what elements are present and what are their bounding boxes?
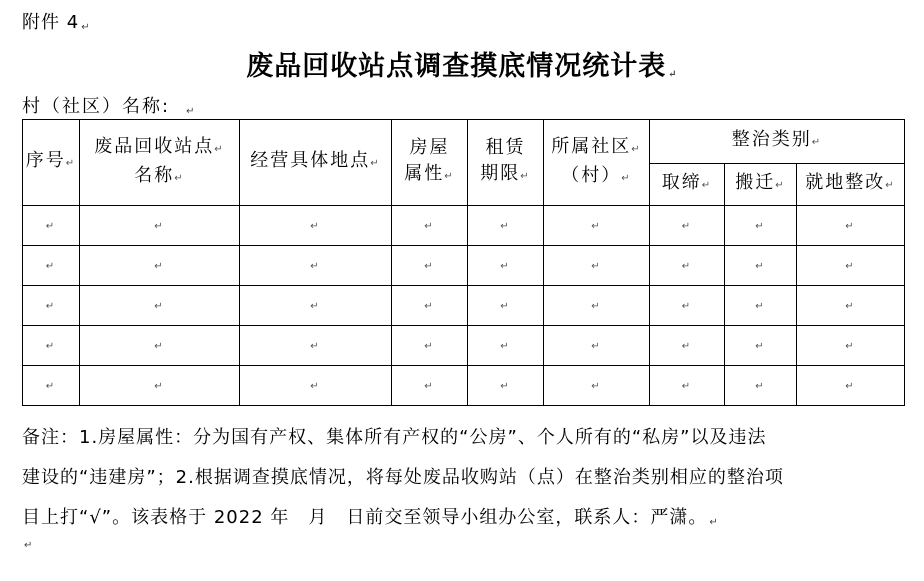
paragraph-mark-icon: ↵: [681, 221, 693, 232]
table-cell[interactable]: [240, 366, 392, 406]
table-cell[interactable]: [240, 246, 392, 286]
table-cell[interactable]: [468, 286, 544, 326]
paragraph-mark-icon: ↵: [154, 221, 165, 232]
paragraph-mark-icon: ↵: [591, 341, 602, 352]
table-cell[interactable]: [797, 206, 905, 246]
paragraph-mark-icon: ↵: [310, 341, 321, 352]
table-cell[interactable]: [468, 326, 544, 366]
table-cell[interactable]: [650, 366, 725, 406]
table-cell[interactable]: [392, 286, 468, 326]
paragraph-mark-icon: ↵: [424, 221, 435, 232]
header-seq: 序号↵: [23, 120, 80, 206]
table-cell[interactable]: [797, 326, 905, 366]
paragraph-mark-icon: ↵: [45, 261, 57, 272]
table-cell[interactable]: [650, 206, 725, 246]
paragraph-mark-icon: ↵: [45, 381, 57, 392]
paragraph-mark-icon: ↵: [845, 261, 856, 272]
table-cell[interactable]: [725, 286, 797, 326]
paragraph-mark-icon: ↵: [500, 261, 511, 272]
paragraph-mark-icon: ↵: [310, 221, 321, 232]
community-name-label: 村（社区）名称: ↵: [22, 96, 197, 117]
table-cell[interactable]: [23, 286, 80, 326]
table-cell[interactable]: [240, 286, 392, 326]
table-cell[interactable]: [544, 326, 650, 366]
paragraph-mark-icon: ↵: [845, 381, 856, 392]
table-cell[interactable]: [80, 286, 240, 326]
table-cell[interactable]: [240, 326, 392, 366]
header-lease-term: 租赁 期限↵: [468, 120, 544, 206]
paragraph-mark-icon: ↵: [310, 261, 321, 272]
paragraph-mark-icon: ↵: [845, 221, 856, 232]
paragraph-mark-icon: ↵: [500, 221, 511, 232]
paragraph-mark-icon: ↵: [591, 221, 602, 232]
table-cell[interactable]: [650, 326, 725, 366]
paragraph-mark-icon: ↵: [500, 341, 511, 352]
paragraph-mark-icon: ↵: [154, 381, 165, 392]
notes: [22, 418, 902, 543]
table-cell[interactable]: [797, 286, 905, 326]
table-cell[interactable]: [80, 246, 240, 286]
paragraph-mark-icon: ↵: [500, 381, 511, 392]
paragraph-mark-icon: ↵: [591, 261, 602, 272]
paragraph-mark-icon: ↵: [591, 301, 602, 312]
paragraph-mark-icon: ↵: [45, 301, 57, 312]
header-rectify-category: 整治类别↵: [650, 120, 905, 164]
table-cell[interactable]: [544, 286, 650, 326]
paragraph-mark-icon: ↵: [45, 341, 57, 352]
table-cell[interactable]: [468, 246, 544, 286]
header-ban: 取缔↵: [650, 164, 725, 206]
paragraph-mark-icon: ↵: [154, 301, 165, 312]
paragraph-mark-icon: ↵: [845, 341, 856, 352]
header-house-attribute: 房屋 属性↵: [392, 120, 468, 206]
table-cell[interactable]: [80, 366, 240, 406]
table-cell[interactable]: [544, 366, 650, 406]
notes-line: 目上打“√”。该表格于 2022 年 月 日前交至领导小组办公室，联系人：严潇。 ↵: [22, 507, 719, 528]
paragraph-mark-icon: ↵: [681, 381, 693, 392]
paragraph-mark-icon: ↵: [755, 221, 766, 232]
table-cell[interactable]: [725, 246, 797, 286]
paragraph-mark-icon: ↵: [310, 381, 321, 392]
table-row: [23, 286, 905, 326]
table-cell[interactable]: [725, 206, 797, 246]
table-cell[interactable]: [797, 246, 905, 286]
table-cell[interactable]: [725, 366, 797, 406]
notes-line: 备注：1.房屋属性：分为国有产权、集体所有产权的“公房”、个人所有的“私房”以及违法: [22, 427, 767, 448]
statistics-table: [22, 119, 905, 406]
paragraph-mark-icon: ↵: [81, 22, 91, 33]
paragraph-mark-icon: ↵: [755, 341, 766, 352]
paragraph-mark-icon: ↵: [681, 301, 693, 312]
paragraph-mark-icon: ↵: [424, 261, 435, 272]
paragraph-mark-icon: ↵: [755, 261, 766, 272]
page-title: 废品回收站点调查摸底情况统计表 ↵: [246, 51, 678, 82]
table-cell[interactable]: [240, 206, 392, 246]
table-cell[interactable]: [544, 206, 650, 246]
table-cell[interactable]: [392, 366, 468, 406]
table-cell[interactable]: [725, 326, 797, 366]
table-cell[interactable]: [80, 326, 240, 366]
table-row: [23, 326, 905, 366]
table-cell[interactable]: [468, 366, 544, 406]
paragraph-mark-icon: ↵: [186, 106, 197, 117]
header-address: 经营具体地点↵: [240, 120, 392, 206]
paragraph-mark-icon: ↵: [755, 381, 766, 392]
table-row: [23, 366, 905, 406]
paragraph-mark-icon: ↵: [845, 301, 856, 312]
paragraph-mark-icon: ↵: [755, 301, 766, 312]
table-cell[interactable]: [392, 246, 468, 286]
table-cell[interactable]: [468, 206, 544, 246]
table-cell[interactable]: [392, 326, 468, 366]
paragraph-mark-icon: ↵: [500, 301, 511, 312]
header-relocate: 搬迁↵: [725, 164, 797, 206]
table-cell[interactable]: [23, 206, 80, 246]
header-site-name: 废品回收站点↵ 名称↵: [80, 120, 240, 206]
paragraph-mark-icon: ↵: [45, 221, 57, 232]
header-rectify-in-place: 就地整改↵: [797, 164, 905, 206]
paragraph-mark-icon: ↵: [154, 341, 165, 352]
header-community: 所属社区↵ （村）↵: [544, 120, 650, 206]
table-cell[interactable]: [23, 326, 80, 366]
paragraph-mark-icon: ↵: [424, 301, 435, 312]
paragraph-mark-icon: ↵: [154, 261, 165, 272]
notes-line: 建设的“违建房”；2.根据调查摸底情况，将每处废品收购站（点）在整治类别相应的整治项: [22, 467, 784, 488]
table-row: [23, 206, 905, 246]
table-cell[interactable]: [797, 366, 905, 406]
table-row: [23, 246, 905, 286]
table-cell[interactable]: [544, 246, 650, 286]
table-cell[interactable]: [650, 286, 725, 326]
table-cell[interactable]: [392, 206, 468, 246]
attachment-label: 附件 4 ↵: [22, 12, 91, 33]
paragraph-mark-icon: ↵: [424, 381, 435, 392]
table-cell[interactable]: [80, 206, 240, 246]
table-cell[interactable]: [23, 246, 80, 286]
paragraph-mark-icon: ↵: [424, 341, 435, 352]
table-cell[interactable]: [650, 246, 725, 286]
paragraph-mark-icon: ↵: [24, 540, 33, 551]
paragraph-mark-icon: ↵: [681, 341, 693, 352]
paragraph-mark-icon: ↵: [310, 301, 321, 312]
paragraph-mark-icon: ↵: [681, 261, 693, 272]
table-cell[interactable]: [23, 366, 80, 406]
paragraph-mark-icon: ↵: [591, 381, 602, 392]
paragraph-mark-icon: ↵: [668, 69, 678, 80]
